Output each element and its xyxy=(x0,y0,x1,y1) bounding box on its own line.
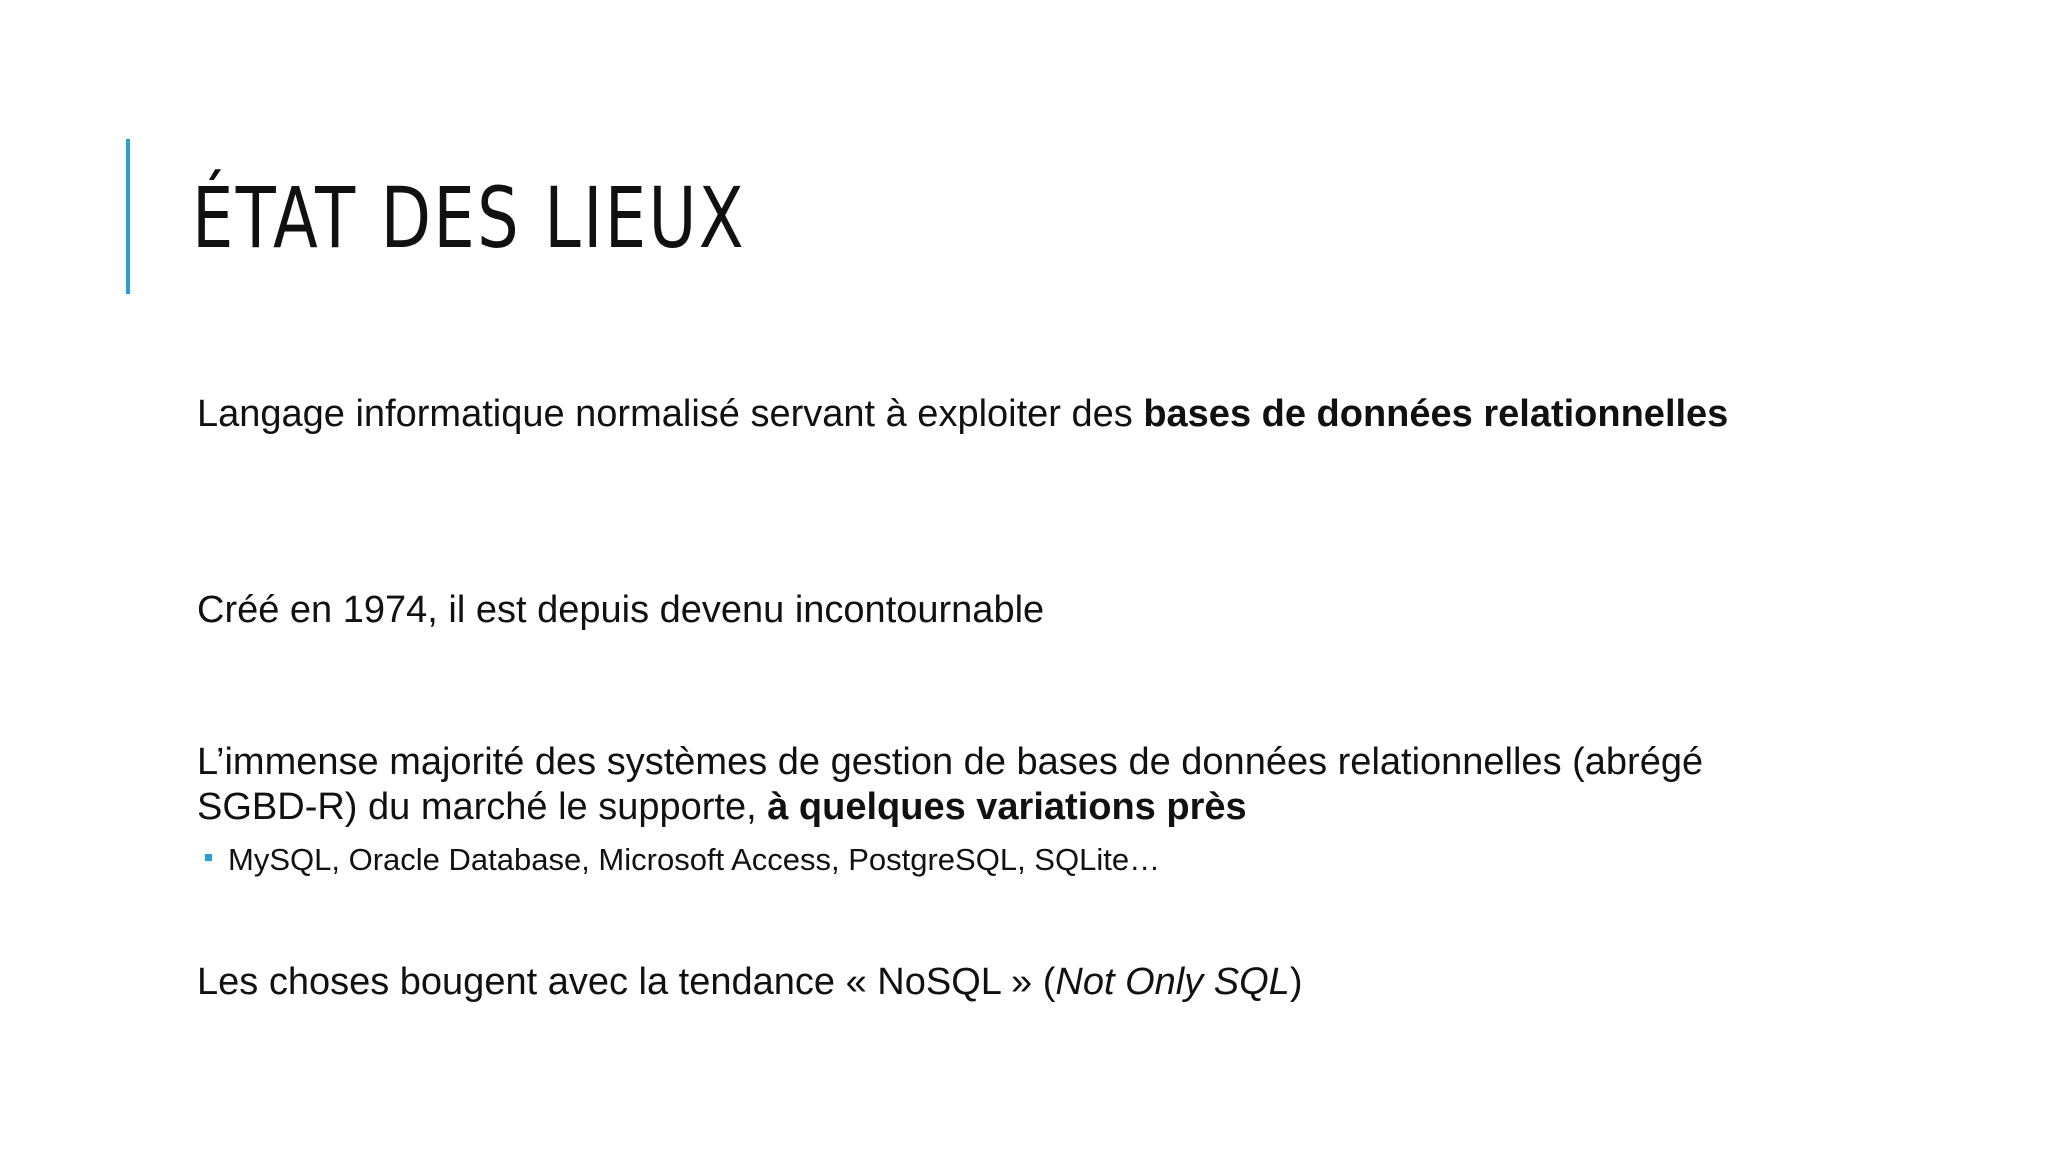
square-bullet-icon xyxy=(205,854,212,861)
paragraph-text-end: ) xyxy=(1289,961,1303,1003)
sub-bullet-text: MySQL, Oracle Database, Microsoft Access, PostgreSQL, SQLite… xyxy=(228,842,1161,877)
paragraph-text: L’immense majorité des systèmes de gestion de bases de données relationnelles (abrégé SGBD-R) du marché le supporte, xyxy=(197,741,1704,828)
sub-bullet-dbms-list xyxy=(205,840,1160,880)
paragraph-text: Langage informatique normalisé servant à exploiter des xyxy=(197,393,1144,435)
paragraph-bold-text: bases de données relationnelles xyxy=(1143,393,1729,435)
paragraph-creation-year xyxy=(197,588,1757,633)
paragraph-italic-text: Not Only SQL xyxy=(1055,961,1290,1003)
paragraph-text: Les choses bougent avec la tendance « NoSQL » ( xyxy=(197,961,1056,1003)
paragraph-bold-text: à quelques variations près xyxy=(767,786,1247,828)
paragraph-sql-definition xyxy=(197,392,1757,437)
paragraph-text: Créé en 1974, il est depuis devenu incontournable xyxy=(197,589,1045,631)
slide-title: ÉTAT DES LIEUX xyxy=(192,169,747,267)
paragraph-sgbd-support xyxy=(197,740,1757,830)
paragraph-nosql-trend xyxy=(197,960,1757,1005)
title-accent-bar xyxy=(126,139,130,294)
